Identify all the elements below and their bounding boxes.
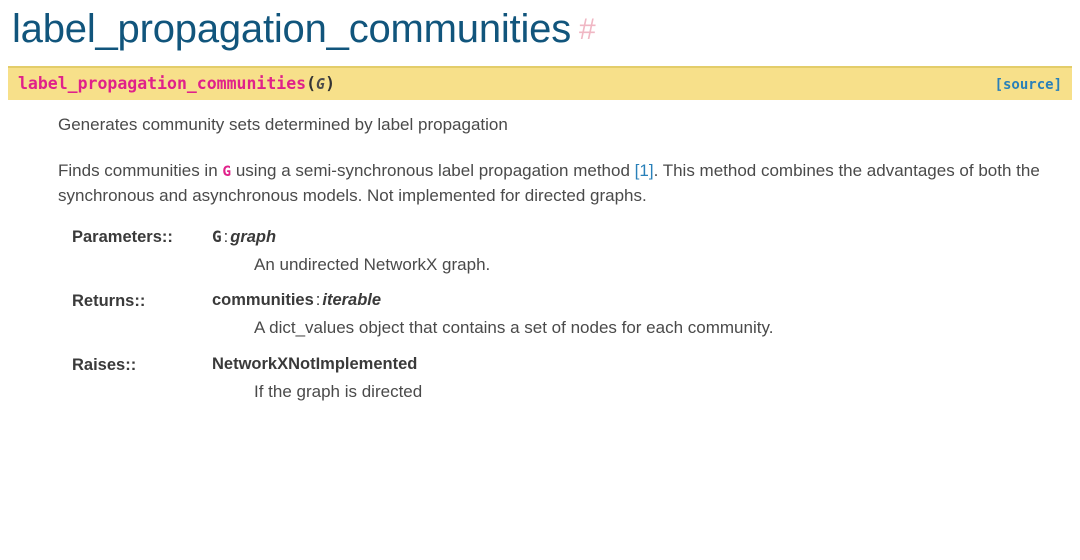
detail-text-post: . This method combines the advantages of both the synchronous and asynchronous models. Not implemented for directed graphs. — [58, 160, 1040, 206]
detail-text-pre: Finds communities in — [58, 160, 223, 180]
citation-reference-1[interactable]: [1] — [634, 160, 654, 180]
field-body-raises — [212, 355, 1072, 405]
documentation-page — [0, 6, 1080, 405]
source-link[interactable]: [source] — [994, 77, 1062, 93]
parameter-name: G — [212, 226, 222, 246]
field-label-parameters: Parameters:: — [72, 227, 173, 246]
returns-type: iterable — [322, 291, 382, 310]
summary-paragraph — [58, 112, 1058, 138]
returns-term-line — [212, 291, 1072, 310]
page-title-text: label_propagation_communities — [12, 7, 572, 51]
detail-paragraph — [58, 158, 1058, 209]
signature-close-paren: ) — [325, 74, 335, 93]
field-parameters — [72, 227, 1072, 278]
inline-code-g: G — [222, 163, 232, 180]
returns-name: communities — [212, 291, 314, 310]
field-list — [58, 227, 1072, 405]
headerlink-anchor-icon[interactable]: # — [579, 13, 596, 46]
parameter-term-line — [212, 227, 1072, 247]
signature-open-paren: ( — [306, 74, 317, 93]
field-returns — [72, 291, 1072, 341]
function-docs-body — [8, 100, 1072, 405]
summary-text: Generates community sets determined by label propagation — [58, 115, 508, 134]
field-label-returns: Returns:: — [72, 292, 146, 311]
parameter-description: An undirected NetworkX graph. — [254, 254, 491, 274]
signature-parameter-g: G — [316, 75, 326, 93]
field-body-parameters — [212, 227, 1072, 278]
field-raises — [72, 355, 1072, 405]
returns-description: A dict_values object that contains a set of nodes for each community. — [254, 318, 774, 338]
field-label-raises: Raises:: — [72, 356, 137, 375]
field-body-returns — [212, 291, 1072, 341]
raises-description: If the graph is directed — [254, 382, 423, 402]
raises-term-line — [212, 355, 1072, 374]
parameter-separator: : — [223, 227, 229, 246]
function-signature-bar — [8, 66, 1072, 100]
raises-exception-name: NetworkXNotImplemented — [212, 355, 418, 374]
returns-separator: : — [315, 291, 321, 310]
detail-text-mid: using a semi-synchronous label propagation method — [231, 160, 635, 180]
parameter-type: graph — [230, 227, 277, 246]
function-signature — [18, 74, 335, 93]
function-name: label_propagation_communities — [18, 74, 307, 93]
page-title — [12, 6, 1072, 52]
